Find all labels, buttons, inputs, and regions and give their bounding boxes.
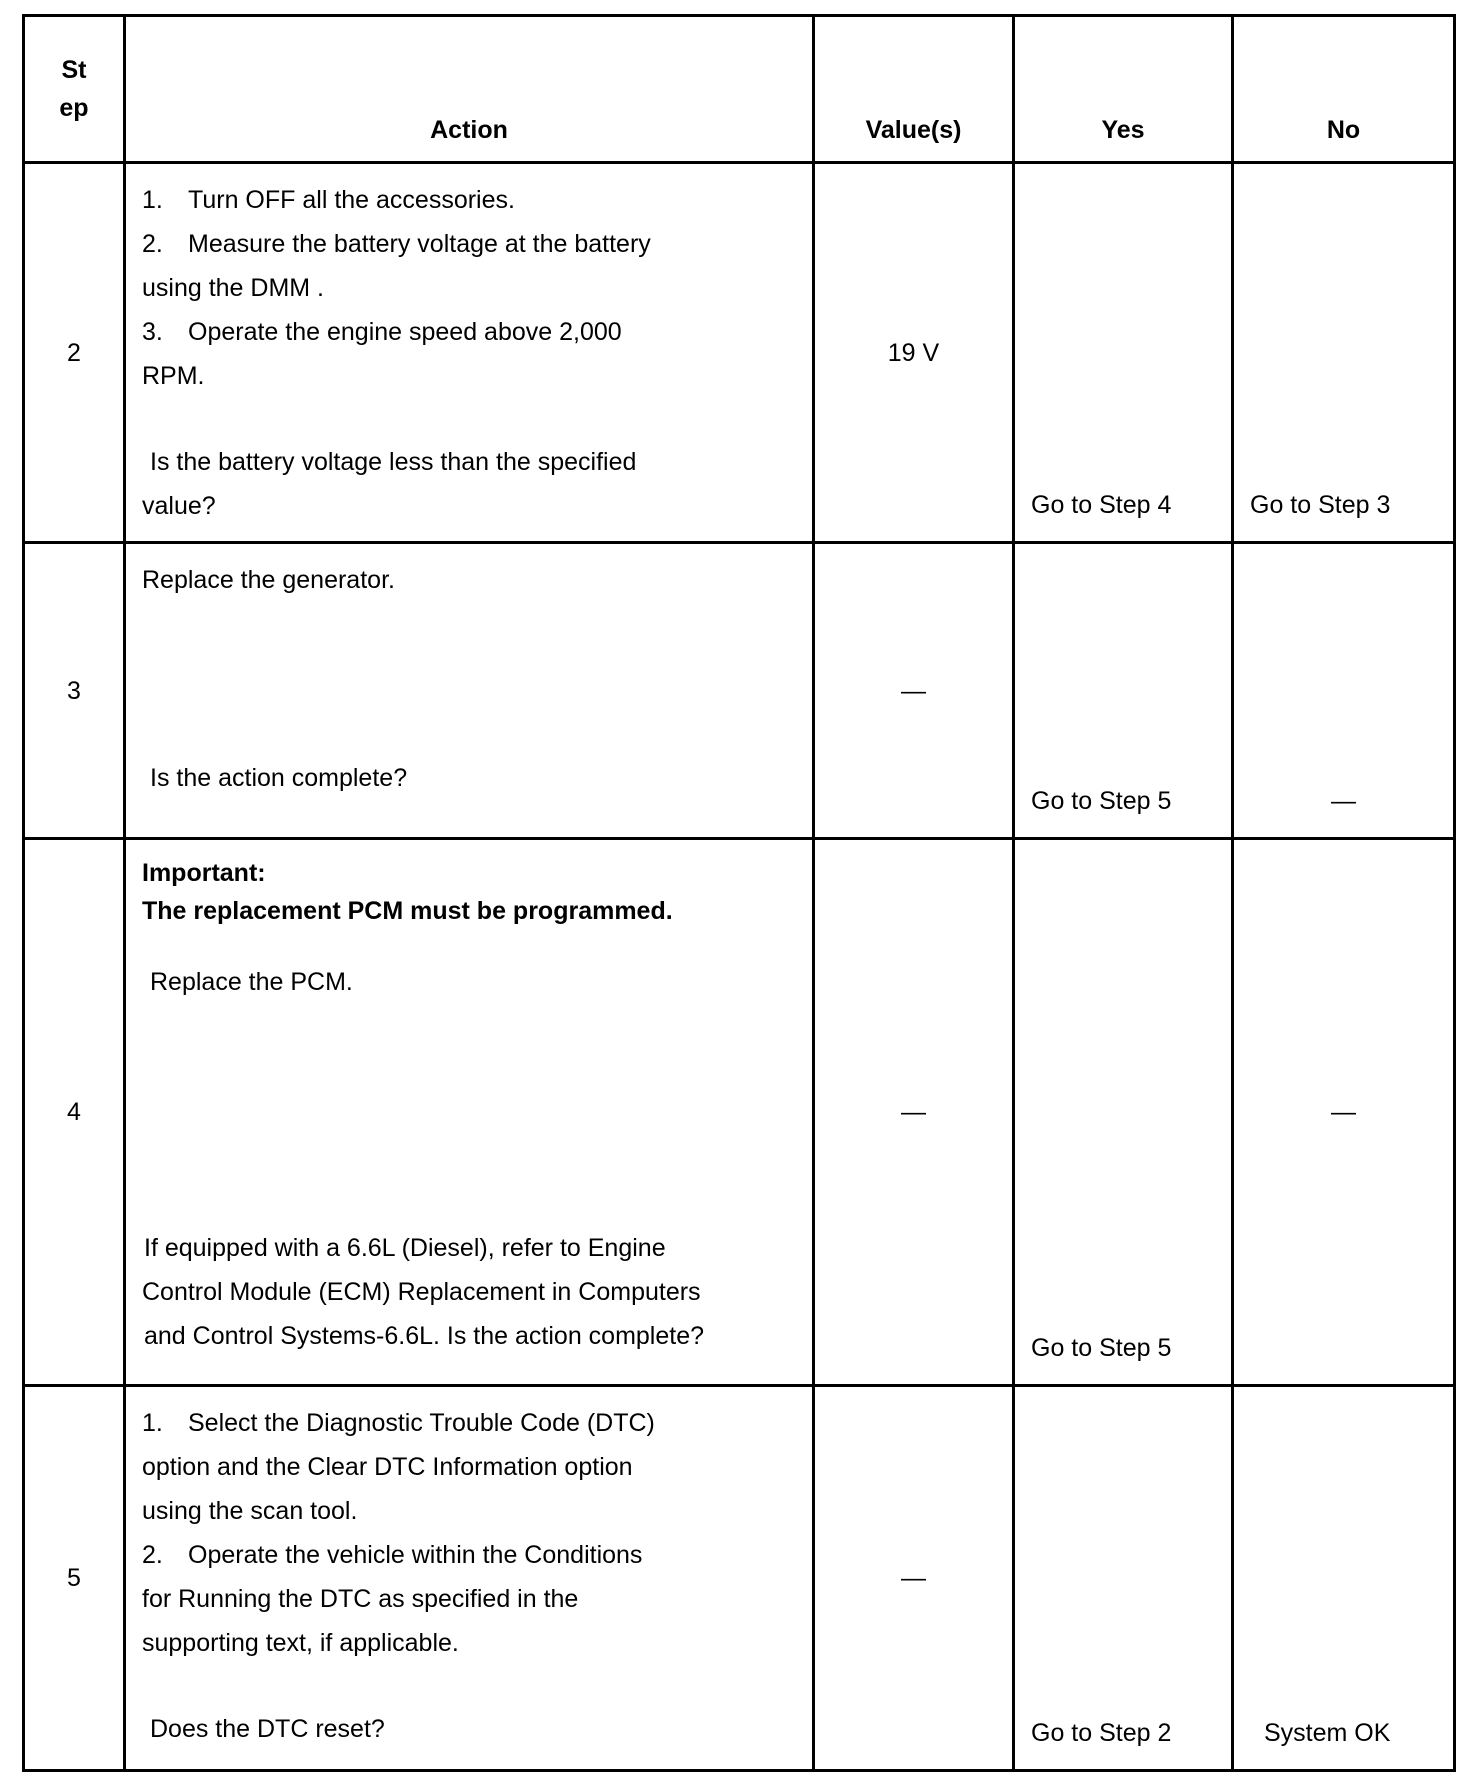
yes-cell: Go to Step 4 [1014,163,1233,543]
yes-cell: Go to Step 5 [1014,839,1233,1386]
diagnostic-table [22,14,1456,1772]
value-cell: 19 V [814,163,1014,543]
step-number: 3 [24,543,125,839]
question: Does the DTC reset? [150,1715,385,1743]
yes-cell: Go to Step 2 [1014,1386,1233,1771]
question: Is the battery voltage less than the specified [150,448,637,476]
table-row [24,543,1455,839]
question: Is the action complete? [150,764,408,792]
no-cell: System OK [1233,1386,1455,1771]
step-number: 2 [24,163,125,543]
header-values: Value(s) [814,16,1014,163]
action-cell: Replace the generator. Is the action complete? [125,543,814,839]
header-row [24,16,1455,163]
header-step-line-1: St [61,56,87,84]
step-number: 5 [24,1386,125,1771]
value-cell: — [814,1386,1014,1771]
header-yes: Yes [1014,16,1233,163]
yes-cell: Go to Step 5 [1014,543,1233,839]
action-cell: 1. Turn OFF all the accessories. 2. Measure the battery voltage at the battery using the DMM . 3. Operate the engine speed above 2,000 RPM. Is the battery voltage less than the specified value? [125,163,814,543]
important-label: Important: [142,859,266,887]
important-text: The replacement PCM must be programmed. [142,897,673,925]
no-cell: Go to Step 3 [1233,163,1455,543]
no-cell: — [1233,839,1455,1386]
header-no: No [1233,16,1455,163]
table-row [24,839,1455,1386]
table-row [24,1386,1455,1771]
step-number: 4 [24,839,125,1386]
header-step-line-2: ep [59,94,89,122]
no-cell: — [1233,543,1455,839]
table-row [24,163,1455,543]
header-action: Action [125,16,814,163]
value-cell: — [814,543,1014,839]
value-cell: — [814,839,1014,1386]
action-cell: 1. Select the Diagnostic Trouble Code (DTC) option and the Clear DTC Information option using the scan tool. 2. Operate the vehicle within the Conditions for Running the DTC as specified in the supporting text, if applicable. Does the DTC reset? [125,1386,814,1771]
header-step [24,16,125,163]
action-cell: Important: The replacement PCM must be programmed. Replace the PCM. If equipped with a 6.6L (Diesel), refer to Engine Control Module (ECM) Replacement in Computers and Control Systems-6.6L. Is the action complete? [125,839,814,1386]
